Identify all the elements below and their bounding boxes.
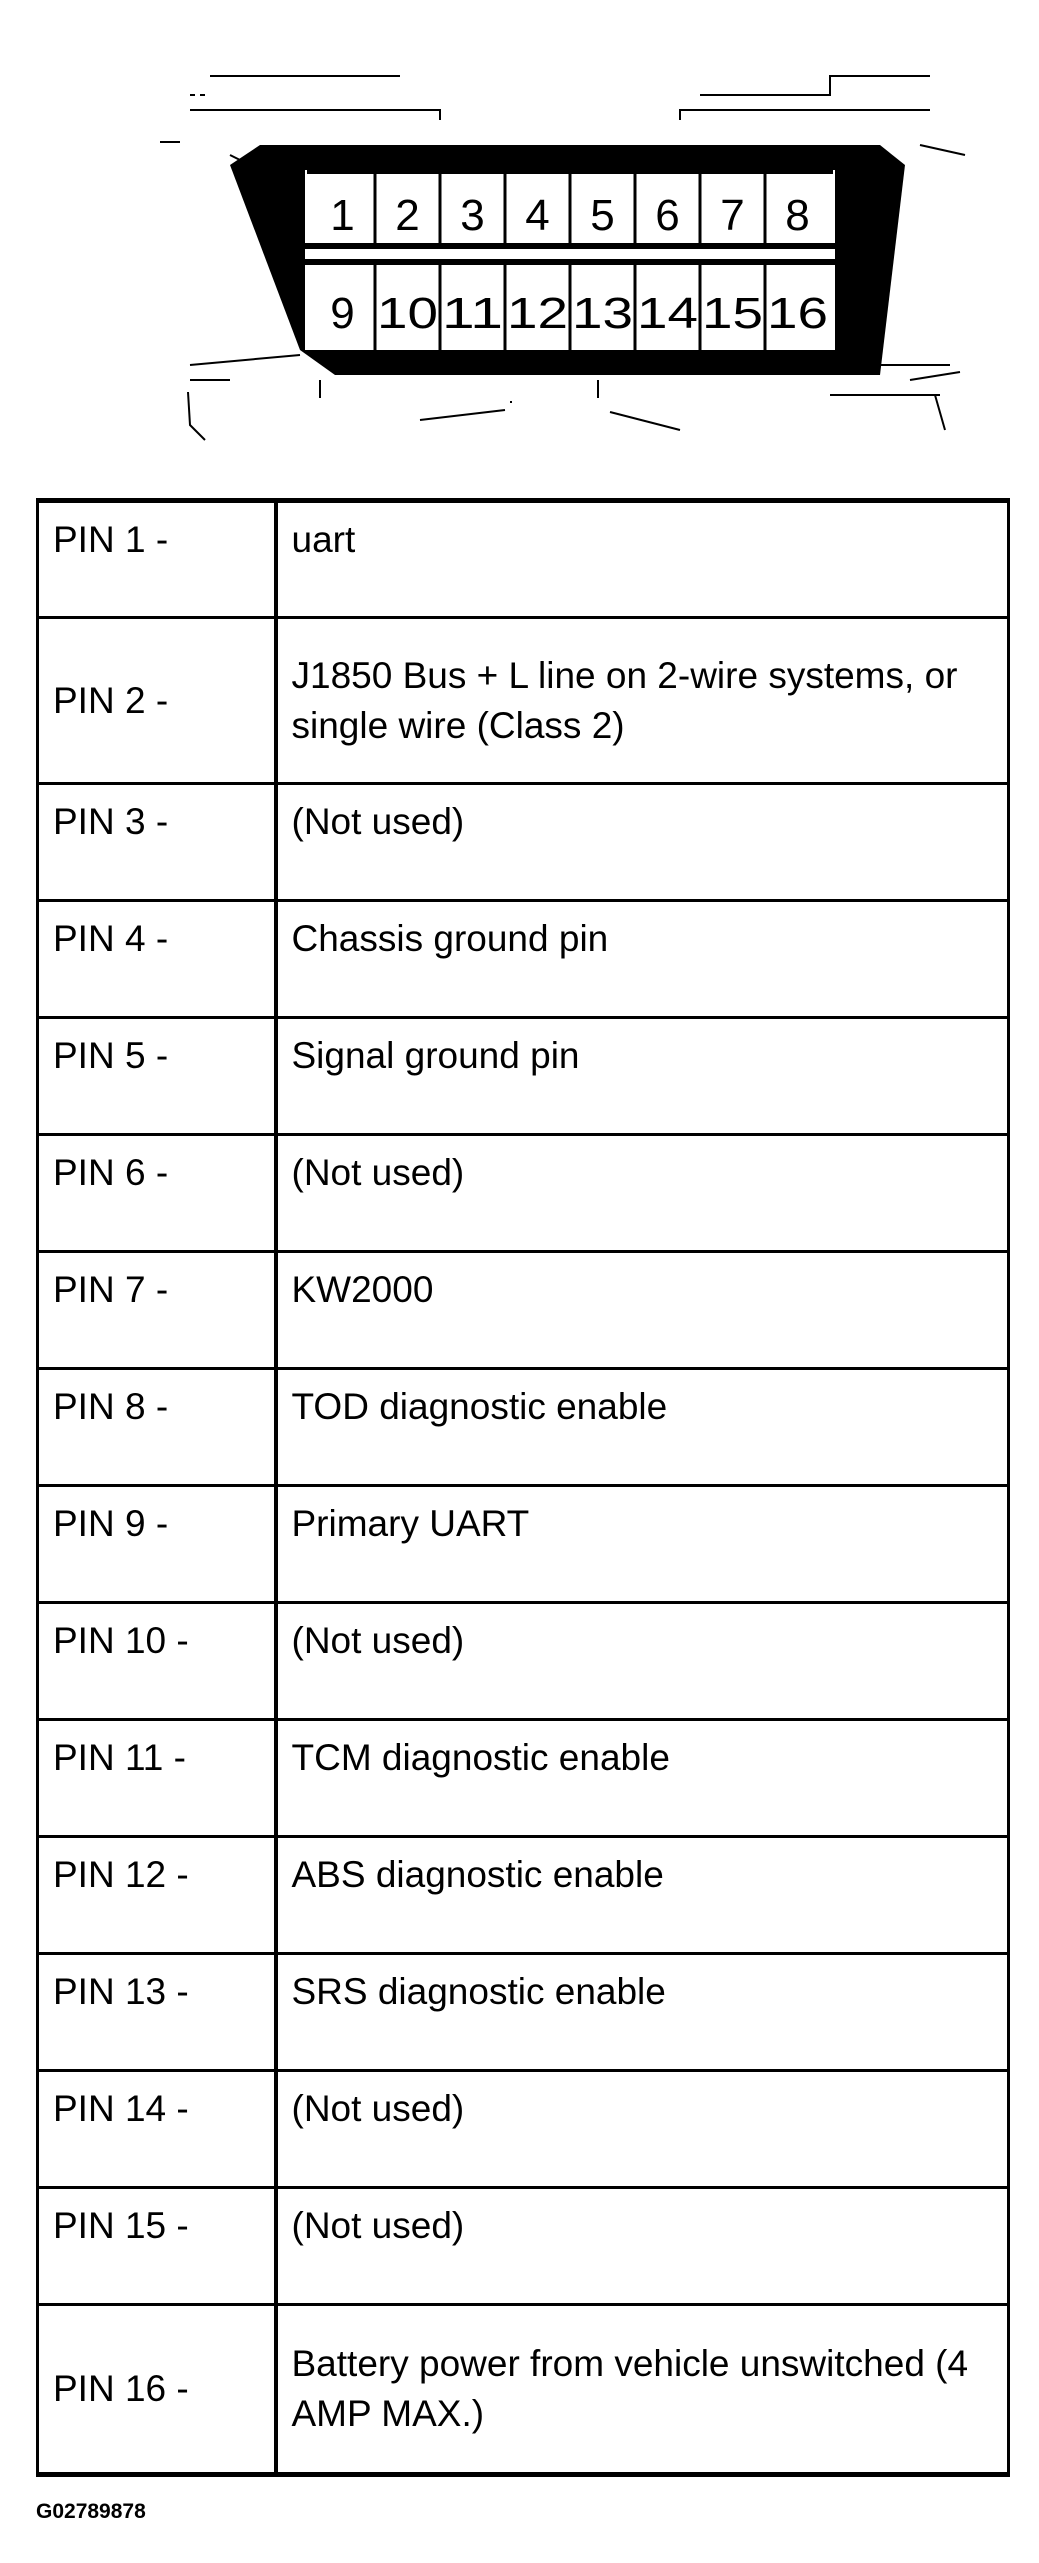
- pinout-table: [36, 498, 1010, 2477]
- pin-description-cell: Signal ground pin: [276, 1018, 1009, 1135]
- figure-id: G02789878: [36, 2500, 146, 2523]
- pin-number-cell: PIN 11 -: [38, 1720, 276, 1837]
- connector-pin-16: 16: [767, 289, 828, 338]
- pin-number-cell: PIN 16 -: [38, 2305, 276, 2475]
- pinout-row: [38, 1369, 1009, 1486]
- pin-description-cell: J1850 Bus + L line on 2-wire systems, or single wire (Class 2): [276, 618, 1009, 784]
- pinout-row: [38, 501, 1009, 618]
- pin-number-cell: PIN 1 -: [38, 501, 276, 618]
- pin-description-cell: Battery power from vehicle unswitched (4 AMP MAX.): [276, 2305, 1009, 2475]
- pin-number-cell: PIN 8 -: [38, 1369, 276, 1486]
- pin-number-cell: PIN 15 -: [38, 2188, 276, 2305]
- pin-description-cell: KW2000: [276, 1252, 1009, 1369]
- pin-number-cell: PIN 7 -: [38, 1252, 276, 1369]
- pinout-row: [38, 1135, 1009, 1252]
- connector-pin-2: 2: [395, 191, 420, 240]
- connector-pin-7: 7: [720, 191, 745, 240]
- pinout-row: [38, 1486, 1009, 1603]
- connector-pin-14: 14: [637, 289, 698, 338]
- pin-number-cell: PIN 14 -: [38, 2071, 276, 2188]
- pin-number-cell: PIN 5 -: [38, 1018, 276, 1135]
- pin-number-cell: PIN 2 -: [38, 618, 276, 784]
- pin-number-cell: PIN 3 -: [38, 784, 276, 901]
- pinout-row: [38, 2071, 1009, 2188]
- pin-number-cell: PIN 13 -: [38, 1954, 276, 2071]
- bottom-row-pin-numbers: [330, 289, 828, 338]
- pinout-row: [38, 1837, 1009, 1954]
- pinout-row: [38, 1954, 1009, 2071]
- pin-number-cell: PIN 12 -: [38, 1837, 276, 1954]
- pin-number-cell: PIN 4 -: [38, 901, 276, 1018]
- pinout-row: [38, 618, 1009, 784]
- obd2-connector-diagram: [0, 0, 1039, 470]
- pinout-row: [38, 1720, 1009, 1837]
- connector-pin-9: 9: [330, 289, 355, 338]
- connector-pin-4: 4: [525, 191, 550, 240]
- row-divider-inner: [305, 249, 835, 259]
- connector-pin-15: 15: [702, 289, 763, 338]
- connector-pin-5: 5: [590, 191, 615, 240]
- pin-description-cell: (Not used): [276, 2071, 1009, 2188]
- pin-description-cell: Primary UART: [276, 1486, 1009, 1603]
- pin-description-cell: TCM diagnostic enable: [276, 1720, 1009, 1837]
- connector-pin-11: 11: [442, 289, 503, 338]
- pin-description-cell: (Not used): [276, 1135, 1009, 1252]
- connector-pin-1: 1: [330, 191, 355, 240]
- pinout-row: [38, 1603, 1009, 1720]
- pinout-row: [38, 1018, 1009, 1135]
- pinout-row: [38, 901, 1009, 1018]
- connector-pin-6: 6: [655, 191, 680, 240]
- pin-number-cell: PIN 9 -: [38, 1486, 276, 1603]
- connector-pin-13: 13: [572, 289, 633, 338]
- connector-pin-12: 12: [507, 289, 568, 338]
- pin-number-cell: PIN 10 -: [38, 1603, 276, 1720]
- pin-description-cell: ABS diagnostic enable: [276, 1837, 1009, 1954]
- pin-description-cell: (Not used): [276, 2188, 1009, 2305]
- pin-description-cell: uart: [276, 501, 1009, 618]
- connector-pin-10: 10: [377, 289, 438, 338]
- pinout-row: [38, 2305, 1009, 2475]
- pinout-row: [38, 2188, 1009, 2305]
- pin-description-cell: (Not used): [276, 784, 1009, 901]
- pin-description-cell: SRS diagnostic enable: [276, 1954, 1009, 2071]
- connector-pin-3: 3: [460, 191, 485, 240]
- pin-number-cell: PIN 6 -: [38, 1135, 276, 1252]
- connector-pin-8: 8: [785, 191, 810, 240]
- pin-description-cell: (Not used): [276, 1603, 1009, 1720]
- pinout-row: [38, 784, 1009, 901]
- pin-description-cell: Chassis ground pin: [276, 901, 1009, 1018]
- pin-description-cell: TOD diagnostic enable: [276, 1369, 1009, 1486]
- pinout-row: [38, 1252, 1009, 1369]
